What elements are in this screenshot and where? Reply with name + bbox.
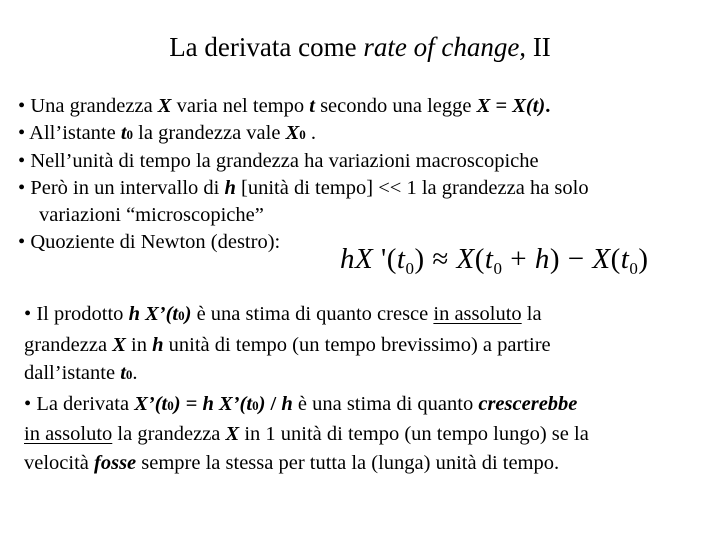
f-minus: −	[560, 243, 593, 275]
f-paren: )	[549, 243, 561, 275]
title-text: La derivata come	[169, 32, 364, 62]
para-line-6	[24, 449, 704, 478]
equals: =	[180, 392, 203, 415]
var-x0: X	[285, 122, 300, 144]
para-line-1	[24, 300, 704, 331]
text: Nell’unità di tempo la grandezza ha variazioni macroscopiche	[30, 150, 539, 172]
var-x: X	[112, 333, 126, 356]
subscript: 0	[299, 127, 306, 142]
text: sempre la stessa per tutta la (lunga) unità di tempo.	[136, 451, 560, 474]
text: secondo una legge	[314, 95, 477, 117]
title-italic: rate of change,	[363, 32, 527, 62]
text: [unità di tempo] << 1 la grandezza ha solo	[235, 177, 589, 199]
f-x: X	[592, 243, 611, 275]
f-h: h	[534, 243, 550, 275]
bullet-dot: •	[18, 231, 31, 253]
subscript: 0	[167, 397, 174, 413]
text: la	[521, 303, 542, 325]
slide-title	[0, 32, 720, 63]
var-t0: t	[120, 122, 127, 144]
emphasis: crescerebbe	[478, 392, 578, 415]
var-x: X	[225, 423, 240, 445]
expr: )	[258, 392, 266, 415]
emphasis: fosse	[94, 451, 137, 474]
text: in	[125, 333, 153, 356]
f-sub: 0	[405, 259, 415, 278]
f-x: X	[456, 243, 475, 275]
text: dall’istante	[24, 362, 121, 384]
expr: X’(t	[134, 392, 168, 415]
text: .	[132, 362, 138, 384]
f-sub: 0	[493, 259, 503, 278]
bullet-dot: •	[18, 177, 31, 199]
expr: h X’(t	[202, 392, 253, 415]
bullet-4-continuation	[18, 202, 708, 229]
text: variazioni “microscopiche”	[39, 204, 264, 226]
f-t: t	[396, 243, 406, 275]
subscript: 0	[126, 127, 134, 142]
explanation-paragraph	[24, 300, 704, 477]
law: X = X(t)	[476, 95, 546, 117]
text: La derivata	[36, 392, 135, 415]
bullet-list	[18, 93, 708, 256]
bullet-dot: •	[18, 150, 31, 172]
bullet-4	[18, 175, 708, 202]
subscript: 0	[125, 367, 133, 382]
bullet-1	[18, 93, 708, 120]
para-line-5	[24, 420, 704, 449]
newton-quotient-formula	[340, 243, 649, 279]
text: grandezza	[24, 333, 113, 356]
text: la grandezza vale	[133, 122, 286, 144]
bullet-dot: •	[24, 303, 37, 325]
text: in 1 unità di tempo (un tempo lungo) se la	[239, 423, 589, 445]
f-paren: )	[414, 243, 425, 275]
para-line-3	[24, 359, 704, 390]
f-paren: (	[474, 243, 485, 275]
f-paren: (	[610, 243, 621, 275]
subscript: 0	[252, 397, 259, 413]
var-t: t	[309, 95, 315, 117]
f-plus: +	[502, 243, 535, 275]
underlined-text: in assoluto	[24, 423, 113, 445]
expr: h X’(t	[128, 303, 179, 325]
var-h: h	[281, 392, 293, 415]
var-t0: t	[120, 362, 126, 384]
text: la grandezza	[112, 423, 226, 445]
bullet-2	[18, 120, 708, 148]
text: Una grandezza	[30, 95, 158, 117]
f-sub: 0	[629, 259, 639, 278]
bullet-3	[18, 148, 708, 175]
bullet-dot: •	[18, 122, 30, 144]
f-paren: )	[638, 243, 649, 275]
f-hx: hX	[340, 243, 374, 275]
subscript: 0	[178, 308, 185, 323]
text: .	[545, 95, 551, 117]
var-h: h	[152, 333, 164, 356]
f-approx: ≈	[424, 243, 457, 275]
expr: )	[184, 303, 192, 325]
slash: /	[265, 392, 282, 415]
text: Quoziente di Newton (destro):	[30, 231, 281, 253]
text: è una stima di quanto cresce	[191, 303, 434, 325]
var-h: h	[224, 177, 236, 199]
text: Però in un intervallo di	[30, 177, 225, 199]
bullet-dot: •	[18, 95, 31, 117]
para-line-2	[24, 331, 704, 360]
f-prime: '	[373, 243, 387, 275]
expr: )	[173, 392, 181, 415]
bullet-dot: •	[24, 392, 37, 415]
text: .	[305, 122, 316, 144]
title-suffix: II	[526, 32, 551, 62]
text: All’istante	[29, 122, 121, 144]
text: unità di tempo (un tempo brevissimo) a partire	[163, 333, 551, 356]
f-t: t	[484, 243, 494, 275]
text: velocità	[24, 451, 95, 474]
para-line-4	[24, 390, 704, 421]
f-t: t	[620, 243, 630, 275]
text: varia nel tempo	[171, 95, 310, 117]
text: Il prodotto	[36, 303, 129, 325]
underlined-text: in assoluto	[433, 303, 522, 325]
var-x: X	[157, 95, 172, 117]
f-paren: (	[386, 243, 397, 275]
text: è una stima di quanto	[292, 392, 479, 415]
